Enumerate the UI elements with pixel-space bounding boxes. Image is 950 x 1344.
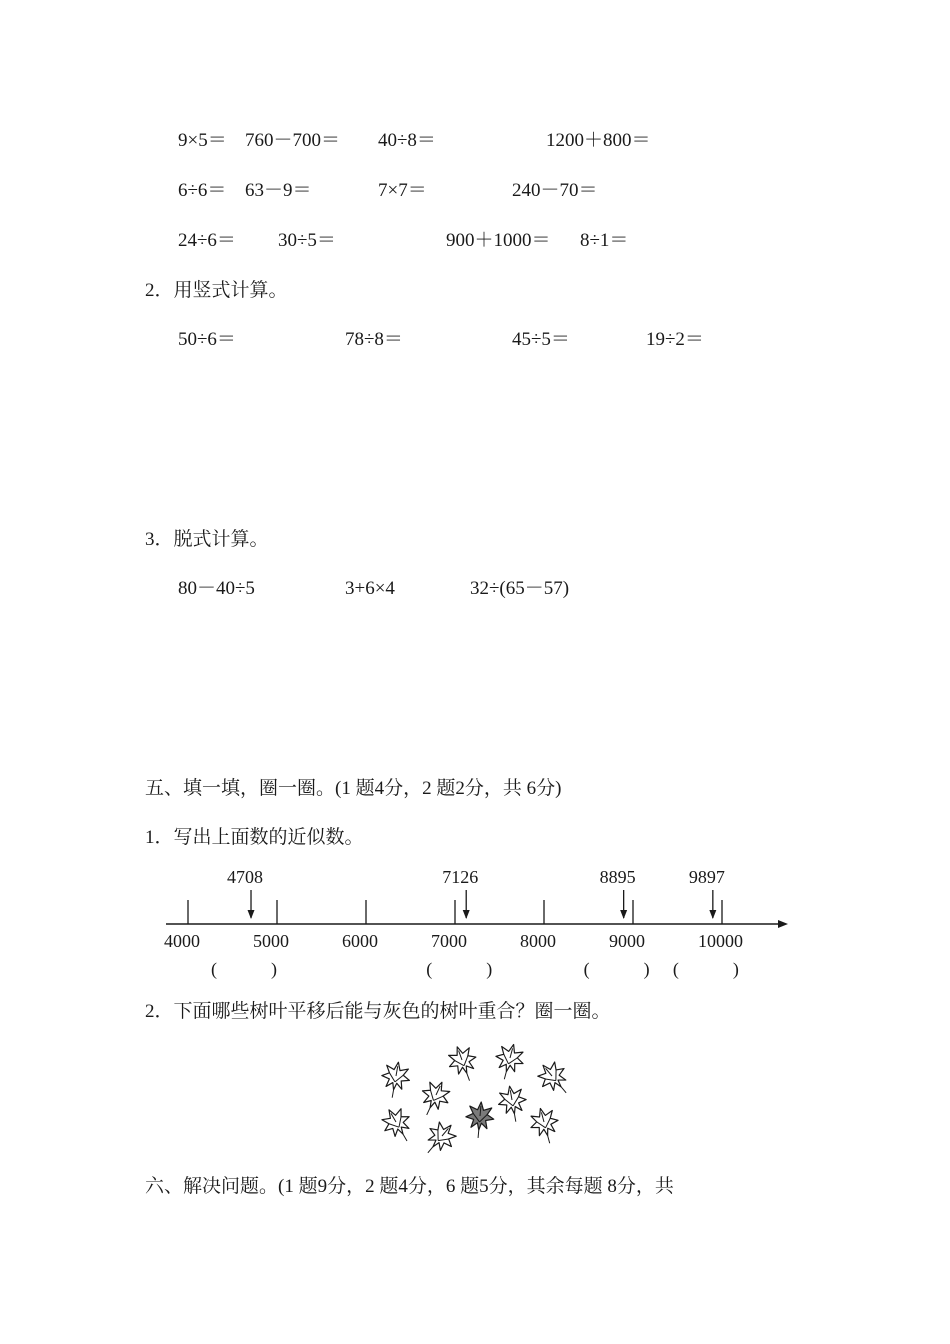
oral-item: 7×7＝ <box>378 180 427 201</box>
oral-item: 900＋1000＝ <box>446 230 551 251</box>
tick-label: 9000 <box>609 931 645 951</box>
leaf-icon[interactable] <box>527 1105 563 1147</box>
leaf-icon[interactable] <box>491 1041 527 1083</box>
leaf-icon[interactable] <box>377 1103 419 1148</box>
tick-label: 7000 <box>431 931 467 951</box>
gray-leaf-icon <box>464 1101 495 1139</box>
leaf-group <box>370 1040 580 1160</box>
tick-label: 8000 <box>520 931 556 951</box>
question-title: 2．下面哪些树叶平移后能与灰色的树叶重合？圈一圈。 <box>145 1001 611 1022</box>
leaf-icon[interactable] <box>414 1076 455 1120</box>
oral-item: 40÷8＝ <box>378 130 436 151</box>
section-heading: 五、填一填，圈一圈。(1 题4分，2 题2分，共 6分) <box>145 778 562 799</box>
oral-item: 6÷6＝ <box>178 180 227 201</box>
vertical-calc-item: 45÷5＝ <box>512 329 570 350</box>
section-heading: 六、解决问题。(1 题9分，2 题4分，6 题5分，其余每题 8分，共 <box>145 1176 674 1197</box>
question-title: 2．用竖式计算。 <box>145 280 288 301</box>
leaf-icon[interactable] <box>378 1060 412 1100</box>
tick-label: 10000 <box>698 931 743 951</box>
answer-blank[interactable]: ( ) <box>426 959 493 979</box>
marker-arrowhead-icon <box>620 910 627 919</box>
vertical-calc-item: 19÷2＝ <box>646 329 704 350</box>
answer-blank[interactable]: ( ) <box>583 959 650 979</box>
oral-item: 9×5＝ <box>178 130 227 151</box>
step-calc-item: 3+6×4 <box>345 578 395 599</box>
marker-label: 8895 <box>599 867 636 887</box>
oral-item: 24÷6＝ <box>178 230 236 251</box>
question-title: 1．写出上面数的近似数。 <box>145 827 364 848</box>
number-line <box>150 860 800 980</box>
marker-label: 7126 <box>442 867 479 887</box>
marker-arrowhead-icon <box>463 910 470 919</box>
tick-label: 4000 <box>164 931 200 951</box>
leaf-icon[interactable] <box>444 1042 483 1085</box>
oral-item: 8÷1＝ <box>580 230 629 251</box>
marker-label: 4708 <box>227 867 263 887</box>
vertical-calc-item: 50÷6＝ <box>178 329 236 350</box>
leaf-icon[interactable] <box>496 1084 530 1124</box>
marker-arrowhead-icon <box>709 910 716 919</box>
answer-blank[interactable]: ( ) <box>211 959 277 979</box>
oral-item: 30÷5＝ <box>278 230 336 251</box>
oral-item: 240－70＝ <box>512 180 598 201</box>
step-calc-item: 32÷(65－57) <box>470 578 570 599</box>
leaf-icon[interactable] <box>532 1056 577 1102</box>
oral-item: 1200＋800＝ <box>546 130 651 151</box>
axis-arrow-icon <box>778 920 788 928</box>
answer-blank[interactable]: ( ) <box>672 959 739 979</box>
vertical-calc-item: 78÷8＝ <box>345 329 403 350</box>
tick-label: 6000 <box>342 931 378 951</box>
marker-label: 9897 <box>688 867 725 887</box>
tick-label: 5000 <box>253 931 289 951</box>
leaf-icon[interactable] <box>417 1116 462 1160</box>
oral-item: 760－700＝ <box>245 130 341 151</box>
marker-arrowhead-icon <box>248 910 255 919</box>
oral-item: 63－9＝ <box>245 180 312 201</box>
step-calc-item: 80－40÷5 <box>178 578 255 599</box>
question-title: 3．脱式计算。 <box>145 529 269 550</box>
